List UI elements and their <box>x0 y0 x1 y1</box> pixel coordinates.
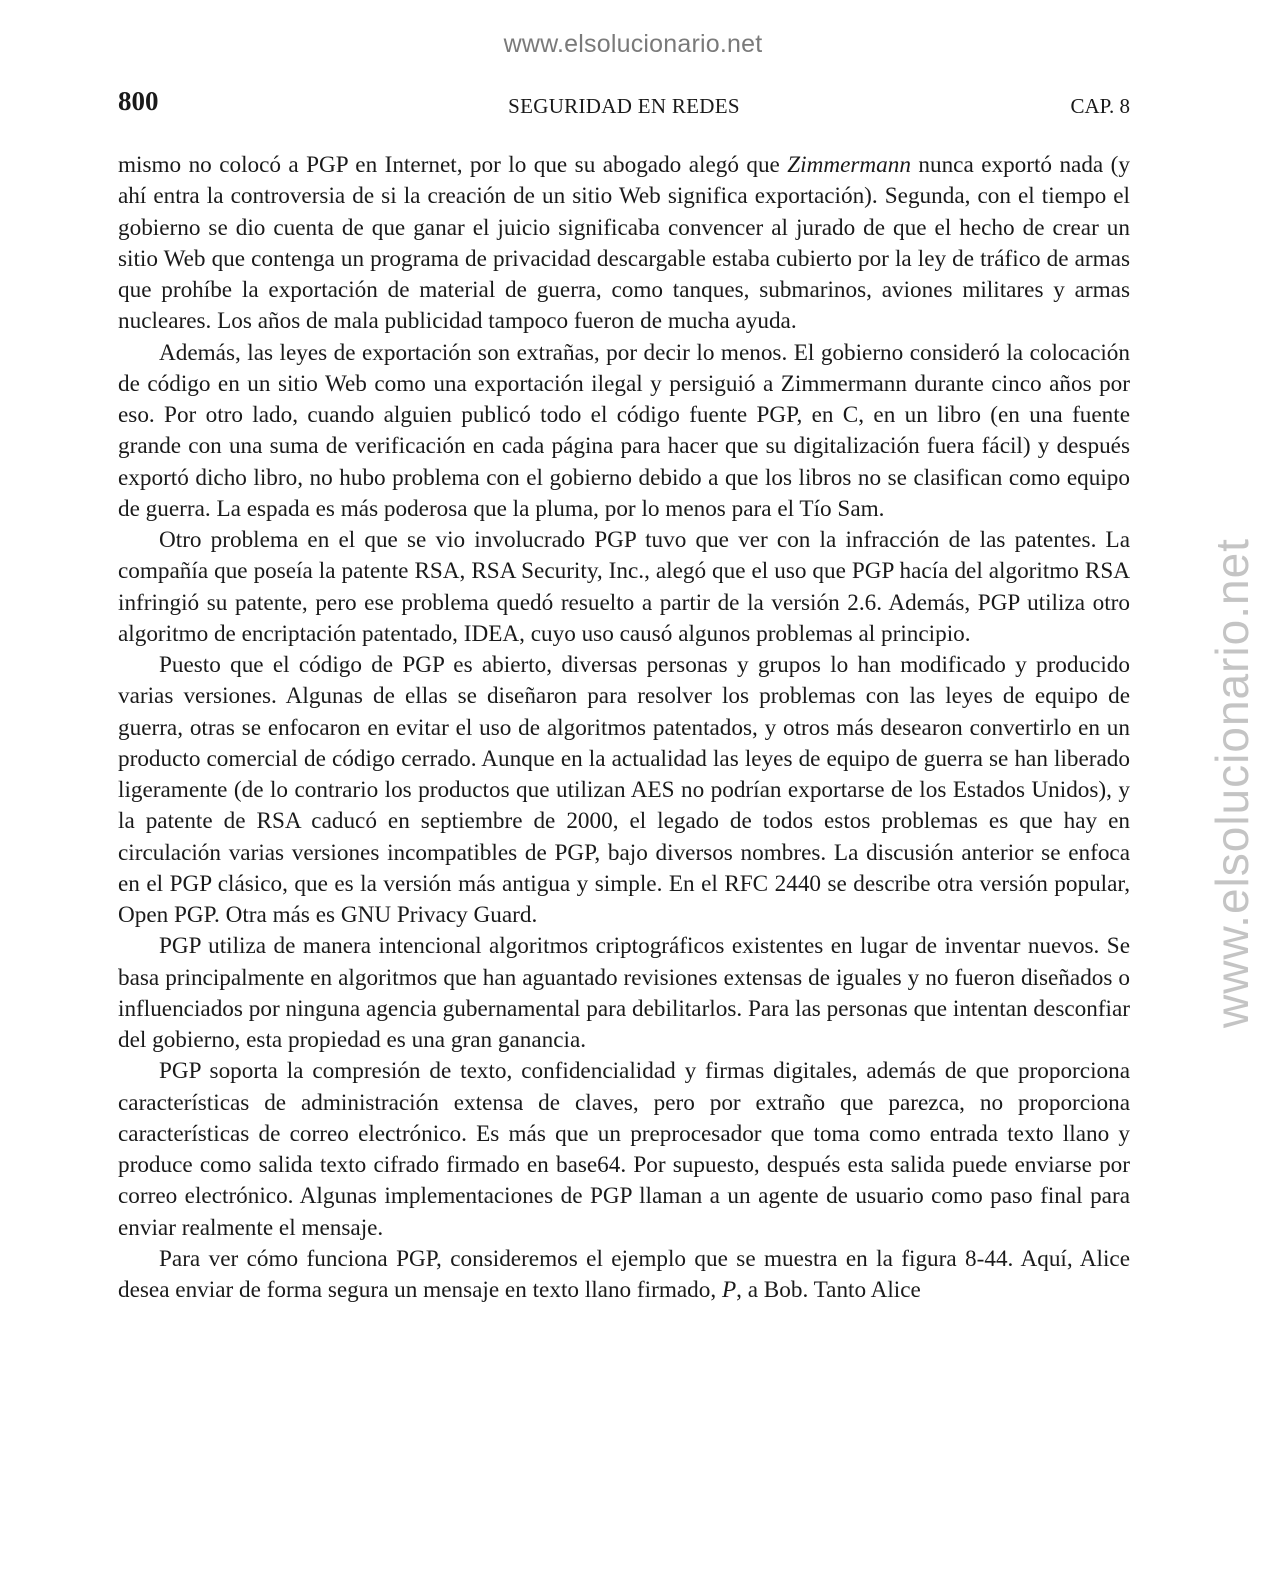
page-number: 800 <box>118 86 159 116</box>
paragraph-1-text-b: nunca exportó nada (y ahí entra la controversia de si la creación de un sitio Web significa exportación). Segunda, con el tiempo el gobierno se dio cuenta de que ganar el juicio significaba convencer al jurado de que el hecho de crear un sitio Web que contenga un programa de privacidad descargable estaba cubierto por la ley de tráfico de armas que prohíbe la exportación de material de guerra, como tanques, submarinos, aviones militares y armas nucleares. Los años de mala publicidad tampoco fueron de mucha ayuda. <box>118 152 1130 335</box>
watermark-top: www.elsolucionario.net <box>503 30 763 58</box>
body-text <box>118 150 1130 1306</box>
paragraph-3: Otro problema en el que se vio involucrado PGP tuvo que ver con la infracción de las patentes. La compañía que poseía la patente RSA, RSA Security, Inc., alegó que el uso que PGP hacía del algoritmo RSA infringió su patente, pero ese problema quedó resuelto a partir de la versión 2.6. Además, PGP utiliza otro algoritmo de encriptación patentado, IDEA, cuyo uso causó algunos problemas al principio. <box>118 527 1130 647</box>
watermark-side: www.elsolucionario.net <box>1206 538 1258 1028</box>
paragraph-5: PGP utiliza de manera intencional algoritmos criptográficos existentes en lugar de inventar nuevos. Se basa principalmente en algoritmos que han aguantado revisiones extensas de iguales y no fueron diseñados o influenciados por ninguna agencia gubernamental para debilitarlos. Para las personas que intentan desconfiar del gobierno, esta propiedad es una gran ganancia. <box>118 933 1130 1053</box>
paragraph-7 <box>118 1244 1130 1307</box>
paragraph-2: Además, las leyes de exportación son extrañas, por decir lo menos. El gobierno consideró la colocación de código en un sitio Web como una exportación ilegal y persiguió a Zimmermann durante cinco años por eso. Por otro lado, cuando alguien publicó todo el código fuente PGP, en C, en un libro (en una fuente grande con una suma de verificación en cada página para hacer que su digitalización fuera fácil) y después exportó dicho libro, no hubo problema con el gobierno debido a que los libros no se clasifican como equipo de guerra. La espada es más poderosa que la pluma, por lo menos para el Tío Sam. <box>118 339 1130 522</box>
chapter-label: CAP. 8 <box>1070 94 1130 118</box>
paragraph-7-text-b: , a Bob. Tanto Alice <box>736 1277 921 1303</box>
paragraph-6: PGP soporta la compresión de texto, confidencialidad y firmas digitales, además de que proporciona características de administración extensa de claves, pero por extraño que parezca, no proporciona características de correo electrónico. Es más que un preprocesador que toma como entrada texto llano y produce como salida texto cifrado firmado en base64. Por supuesto, después esta salida puede enviarse por correo electrónico. Algunas implementaciones de PGP llaman a un agente de usuario como paso final para enviar realmente el mensaje. <box>118 1058 1130 1241</box>
paragraph-7-text-a: Para ver cómo funciona PGP, consideremos el ejemplo que se muestra en la figura 8-44. Aquí, Alice desea enviar de forma segura un mensaje en texto llano firmado, <box>118 1245 1130 1303</box>
paragraph-1-text-a: mismo no colocó a PGP en Internet, por lo que su abogado alegó que <box>118 152 788 178</box>
section-title: SEGURIDAD EN REDES <box>508 94 740 118</box>
paragraph-7-italic: P <box>721 1277 737 1303</box>
running-head <box>118 86 1130 122</box>
paragraph-4: Puesto que el código de PGP es abierto, diversas personas y grupos lo han modificado y producido varias versiones. Algunas de ellas se diseñaron para resolver los problemas con las leyes de equipo de guerra, otras se enfocaron en evitar el uso de algoritmos patentados, y otros más desearon convertirlo en un producto comercial de código cerrado. Aunque en la actualidad las leyes de equipo de guerra se han liberado ligeramente (de lo contrario los productos que utilizan AES no podrían exportarse de los Estados Unidos), y la patente de RSA caducó en septiembre de 2000, el legado de todos estos problemas es que hay en circulación varias versiones incompatibles de PGP, bajo diversos nombres. La discusión anterior se enfoca en el PGP clásico, que es la versión más antigua y simple. En el RFC 2440 se describe otra versión popular, Open PGP. Otra más es GNU Privacy Guard. <box>118 652 1130 928</box>
paragraph-1-italic: Zimmermann <box>787 152 911 178</box>
paragraph-1 <box>118 150 1130 338</box>
